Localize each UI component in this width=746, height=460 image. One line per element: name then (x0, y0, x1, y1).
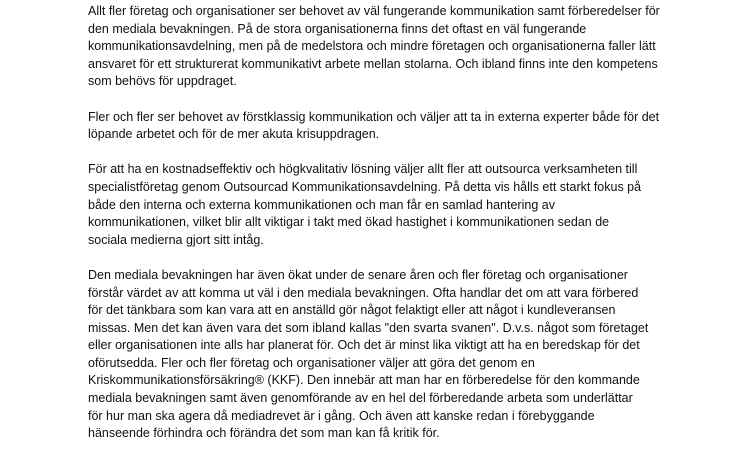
paragraph-line: förstår värdet av att komma ut väl i den mediala bevakningen. Ofta handlar det om att vara förbered (88, 285, 639, 300)
paragraph-line: oförutsedda. Fler och fler företag och organisationer väljer att göra det genom en (88, 355, 535, 370)
paragraph-line: kommunikationsavdelning, men på de medelstora och mindre företagen och organisationerna faller lätt (88, 39, 656, 54)
paragraph-line: både den interna och externa kommunikationen och man får en samlad hantering av (88, 197, 555, 212)
paragraph-line: för det tänkbara som kan vara att en anställd gör något felaktigt eller att något i kundleveransen (88, 303, 616, 318)
paragraph-outsourcing (88, 161, 688, 249)
paragraph-line: Fler och fler ser behovet av förstklassig kommunikation och väljer att ta in externa experter både för det (88, 109, 660, 124)
paragraph-line: sociala medierna gjort sitt intåg. (88, 232, 264, 247)
paragraph-line: hänseende förhindra och förändra det som man kan få kritik för. (88, 426, 440, 441)
paragraph-media-coverage (88, 267, 688, 443)
paragraph-line: missas. Men det kan även vara det som ibland kallas "den svarta svanen". D.v.s. något som företaget (88, 320, 649, 335)
paragraph-line: ansvaret för ett strukturerat kommunikativt arbete mellan stolarna. Och ibland finns inte den kompetens (88, 56, 658, 71)
paragraph-intro (88, 3, 688, 91)
document-body (88, 3, 688, 460)
paragraph-line: Den mediala bevakningen har även ökat under de senare åren och fler företag och organisationer (88, 267, 628, 282)
paragraph-line: löpande arbetet och för de mer akuta krisuppdragen. (88, 127, 380, 142)
paragraph-line: den mediala bevakningen. På de stora organisationerna finns det oftast en väl fungerande (88, 21, 587, 36)
paragraph-line: Allt fler företag och organisationer ser behovet av väl fungerande kommunikation samt förberedelser för (88, 4, 660, 18)
paragraph-line: kommunikationen, vilket blir allt viktigar i takt med ökad hastighet i kommunikationen sedan de (88, 215, 610, 230)
paragraph-line: som behövs för uppdraget. (88, 74, 237, 89)
paragraph-line: för hur man ska agera då mediadrevet är i gång. Och även att kanske redan i förebyggande (88, 408, 595, 423)
paragraph-line: specialistföretag genom Outsourcad Kommunikationsavdelning. På detta vis hålls ett starkt fokus på (88, 179, 642, 194)
paragraph-experts (88, 109, 688, 144)
paragraph-line: För att ha en kostnadseffektiv och högkvalitativ lösning väljer allt fler att outsourca verksamheten till (88, 162, 638, 177)
paragraph-line: mediala bevakningen samt även genomförande av en hel del förberedande arbeta som underlättar (88, 391, 633, 406)
paragraph-line: Kriskommunikationsförsäkring® (KKF). Den innebär att man har en förberedelse för den kommande (88, 373, 640, 388)
paragraph-line: eller organisationen inte alls har planerat för. Och det är minst lika viktigt att ha en beredskap för det (88, 338, 640, 353)
